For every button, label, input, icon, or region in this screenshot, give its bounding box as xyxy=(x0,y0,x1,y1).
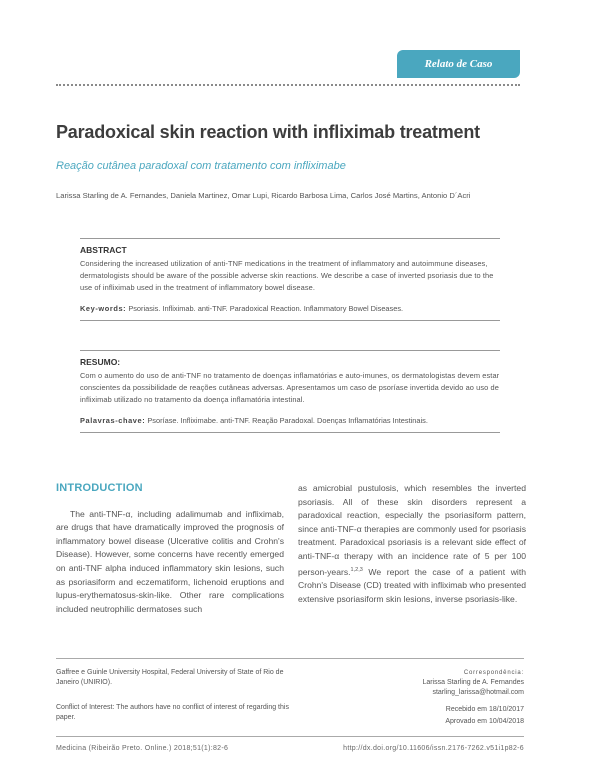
abstract-box xyxy=(80,238,500,321)
abstract-keywords xyxy=(80,303,500,321)
approved-date: Aprovado em 10/04/2018 xyxy=(445,718,524,725)
affiliation: Gaffree e Guinle University Hospital, Federal University of State of Rio de Janeiro (UNIRIO). xyxy=(56,669,284,686)
conflict-of-interest: Conflict of Interest: The authors have no conflict of interest of regarding this paper. xyxy=(56,704,289,721)
palavras-chave-label: Palavras-chave: xyxy=(80,416,146,425)
keywords-text: Psoriasis. Infliximab. anti-TNF. Paradoxical Reaction. Inflammatory Bowel Diseases. xyxy=(128,304,404,313)
intro-right-text-a: as amicrobial pustulosis, which resembles the inverted psoriasis. All of these skin disorders represent a paradoxical reaction, especially the psoriasiform pattern, since anti-TNF-α therapies are commonly used for psoriasis treatment. Paradoxical psoriasis is a relevant side effect of anti-TNF-α therapy with an incidence rate of 5 per 100 person-years. xyxy=(298,483,526,577)
abstract-text: Considering the increased utilization of anti-TNF medications in the treatment of inflammatory and autoimmune diseases, dermatologists should be aware of the possible adverse skin reactions. We describe a case of inverted psoriasis due to the use of infliximab used in the treatment of inflammatory bowel disease. xyxy=(80,259,494,292)
footer-rule-top xyxy=(56,658,524,659)
author-list: Larissa Starling de A. Fernandes, Daniela Martinez, Omar Lupi, Ricardo Barbosa Lima, Carlos José Martins, Antonio D´Acri xyxy=(56,191,471,200)
correspondence-name: Larissa Starling de A. Fernandes xyxy=(422,679,524,686)
resumo-keywords xyxy=(80,415,500,433)
resumo-heading: RESUMO: xyxy=(80,357,121,367)
dotted-divider xyxy=(56,84,520,86)
intro-right-text-b: We report the case of a patient with Crohn's Disease (CD) treated with infliximab who presented extensive psoriasiform skin lesions, inverse psoriasis-like. xyxy=(298,566,526,604)
keywords-label: Key-words: xyxy=(80,304,127,313)
footer-rule-bottom xyxy=(56,736,524,737)
doi-link[interactable]: http://dx.doi.org/10.11606/issn.2176-7262.v51i1p82-6 xyxy=(343,745,524,752)
introduction-paragraph-right xyxy=(298,482,526,606)
abstract-heading: ABSTRACT xyxy=(80,245,127,255)
resumo-text: Com o aumento do uso de anti-TNF no tratamento de doenças inflamatórias e auto-imunes, os dermatologistas devem estar conscientes da possibilidade de reações cutâneas adversas. Apresentamos um caso de psoríase invertida devido ao uso de infliximab utilizado no tratamento da doença inflamatória intestinal. xyxy=(80,371,500,404)
resumo-box xyxy=(80,350,500,433)
introduction-paragraph-left: The anti-TNF-α, including adalimumab and infliximab, are drugs that have dramatically improved the prognosis of inflammatory bowel disease (Ulcerative colitis and Crohn's Disease). However, some concerns have recently emerged on anti-TNF alpha induced inflammatory skin lesions, such as psoriasiform and eczematiform, lichenoid eruptions and lupus-erythematosus-skin-like. Other rare complications included neutrophilic dermatoses such xyxy=(56,508,284,614)
body-column-right xyxy=(298,482,526,606)
date-block xyxy=(300,704,524,728)
correspondence-label: Correspondência: xyxy=(463,670,524,676)
body-column-left xyxy=(56,482,284,616)
received-date: Recebido em 18/10/2017 xyxy=(445,706,524,713)
introduction-heading: INTRODUCTION xyxy=(56,482,143,494)
citation-superscript: 1,2,3 xyxy=(350,566,363,573)
correspondence-block xyxy=(300,668,524,698)
palavras-chave-text: Psoríase. Infliximabe. anti-TNF. Reação Paradoxal. Doenças Inflamatórias Intestinais. xyxy=(147,416,428,425)
article-title: Paradoxical skin reaction with infliximab treatment xyxy=(56,122,480,142)
article-subtitle: Reação cutânea paradoxal com tratamento com infliximabe xyxy=(56,160,346,172)
journal-citation: Medicina (Ribeirão Preto. Online.) 2018;51(1):82-6 xyxy=(56,745,229,752)
section-badge: Relato de Caso xyxy=(397,50,520,78)
correspondence-email[interactable]: starling_larissa@hotmail.com xyxy=(432,689,524,696)
